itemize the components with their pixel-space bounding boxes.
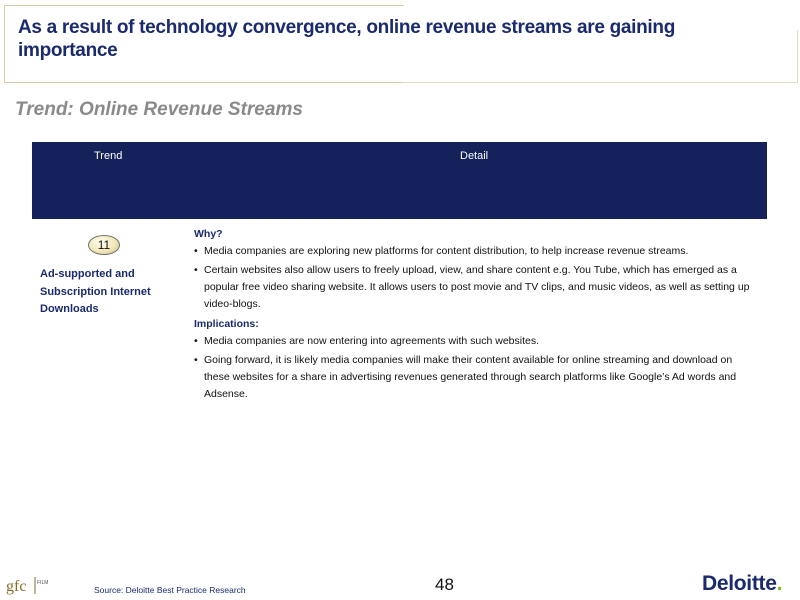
- trend-name: Ad-supported and Subscription Internet Downloads: [40, 268, 151, 315]
- deloitte-logo: [702, 572, 782, 596]
- table-header: [32, 142, 767, 219]
- source-note: Source: Deloitte Best Practice Research: [94, 585, 246, 595]
- deloitte-logo-dot: .: [776, 572, 783, 595]
- header-trend: Trend: [94, 150, 123, 162]
- deloitte-logo-text: Deloitte: [702, 572, 777, 595]
- gfc-logo-subtext: FILM: [37, 580, 49, 586]
- title-frame-extension: [402, 82, 798, 83]
- slide-title: As a result of technology convergence, online revenue streams are gaining importance: [18, 17, 676, 61]
- implications-list: [194, 333, 760, 403]
- gfc-film-logo: [6, 574, 54, 596]
- page-number: 48: [435, 575, 454, 594]
- slide-subtitle: Trend: Online Revenue Streams: [15, 99, 303, 120]
- implications-point: • Media companies are now entering into agreements with such websites.: [194, 333, 760, 350]
- why-list: [194, 243, 760, 313]
- title-frame-right-edge: [797, 30, 798, 83]
- why-heading: Why?: [194, 228, 223, 240]
- why-point: • Media companies are exploring new platforms for content distribution, to help increase revenue streams.: [194, 243, 760, 260]
- gfc-logo-text: gfc: [6, 578, 27, 595]
- implications-heading: Implications:: [194, 318, 259, 330]
- trend-number-badge: 11: [88, 235, 120, 255]
- implications-point: • Going forward, it is likely media companies will make their content available for online streaming and download on these websites for a share in advertising revenues generated through search platforms like Google’s Ad words and Adsense.: [194, 352, 760, 403]
- why-point: • Certain websites also allow users to freely upload, view, and share content e.g. You Tube, which has emerged as a popular free video sharing website. It allows users to post movie and TV clips, and music videos, as well as setting up video-blogs.: [194, 262, 760, 313]
- header-detail: Detail: [460, 150, 489, 162]
- detail-cell: [194, 226, 760, 406]
